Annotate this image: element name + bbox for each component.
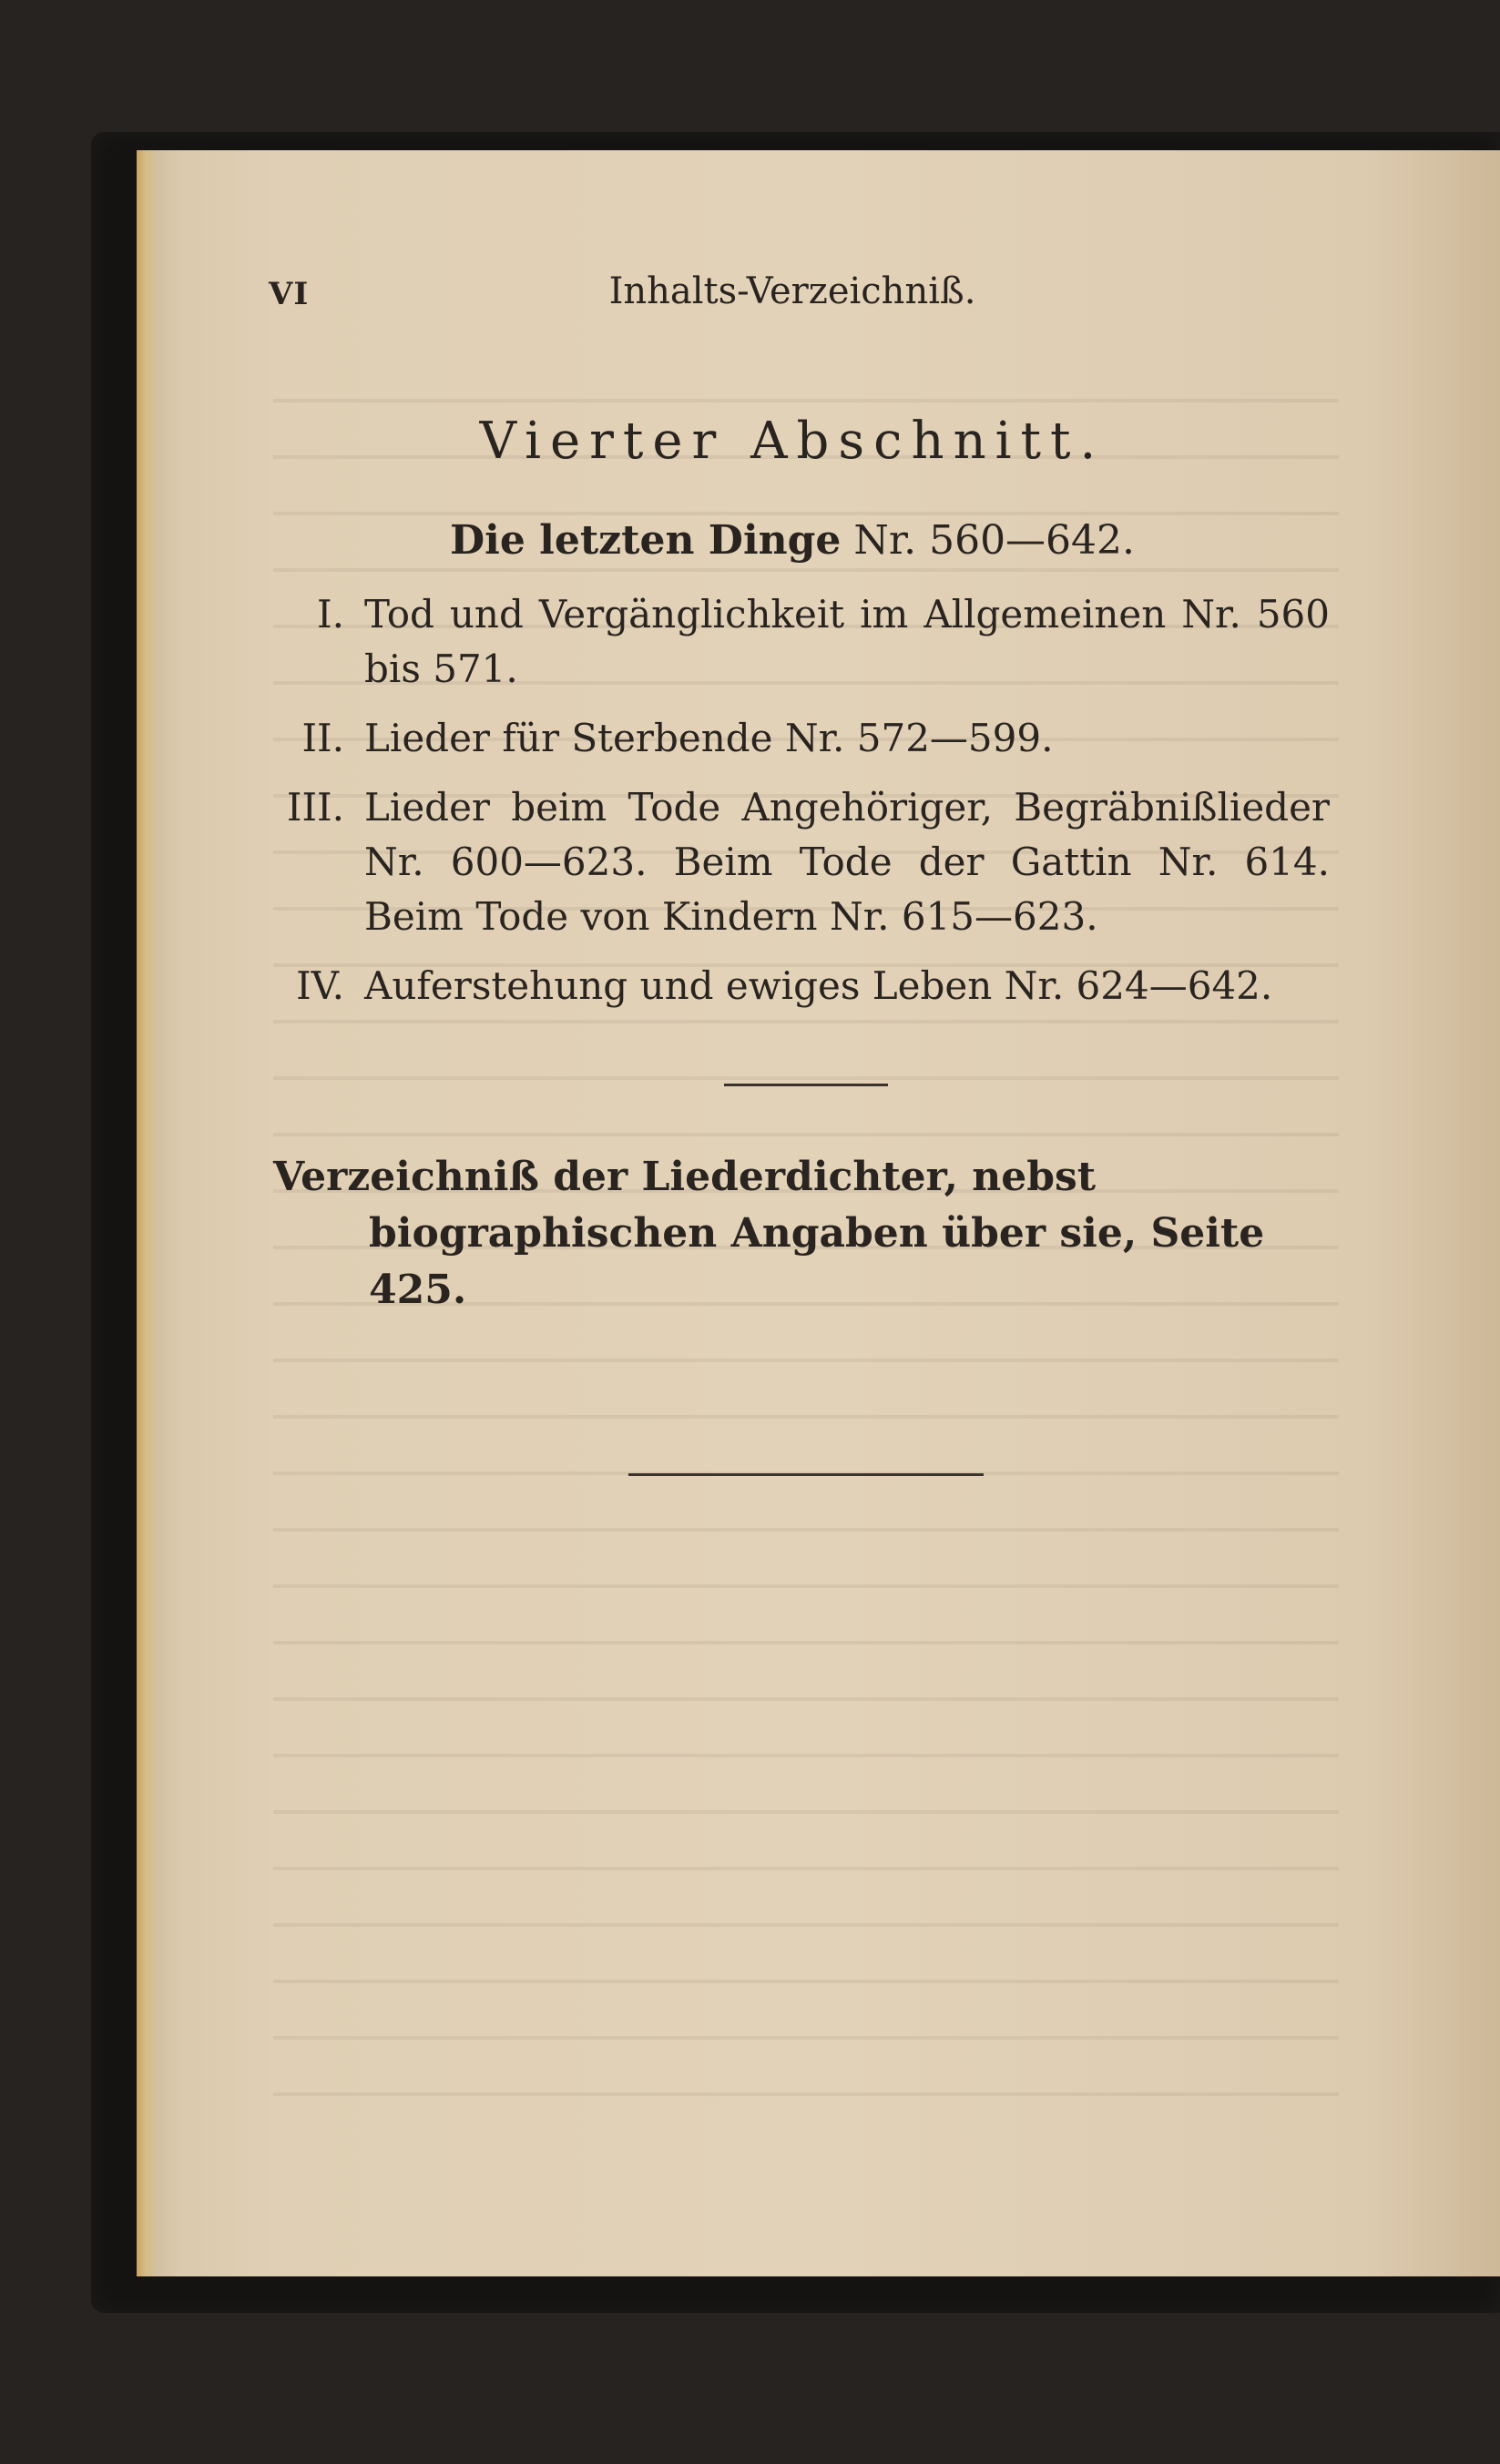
section-subtitle [137, 517, 1448, 564]
subtitle-topic: Die letzten Dinge [449, 517, 842, 564]
running-head-title: Inhalts-Verzeichniß. [608, 270, 976, 312]
running-head [137, 269, 1500, 323]
entry-text: Tod und Vergänglichkeit im Allgemeinen Nr. 560 bis 571. [364, 592, 1330, 691]
entry-text: Auferstehung und ewiges Leben Nr. 624—642. [364, 963, 1273, 1008]
toc-entry [269, 780, 1330, 944]
toc-entry [269, 587, 1330, 697]
poet-registry-entry: Verzeichniß der Liederdichter, nebst biographischen Angaben über sie, Seite 425. [273, 1154, 1265, 1313]
short-divider [724, 1084, 888, 1086]
section-title: Vierter Abschnitt. [479, 412, 1106, 471]
entry-text: Lieder beim Tode Angehöriger, Begräbnißlieder Nr. 600—623. Beim Tode der Gattin Nr. 614. Beim Tode von Kindern Nr. 615—623. [364, 785, 1330, 939]
toc-entry [269, 959, 1330, 1013]
toc-entry [269, 711, 1330, 766]
entry-number: III. [286, 785, 344, 830]
long-divider [628, 1473, 984, 1476]
entry-number: II. [301, 716, 344, 760]
page-number: VI [269, 276, 310, 312]
toc-entries [269, 587, 1330, 1028]
entry-number: I. [317, 592, 344, 636]
entry-number: IV. [296, 963, 344, 1008]
subtitle-range: Nr. 560—642. [853, 517, 1136, 564]
entry-text: Lieder für Sterbende Nr. 572—599. [364, 716, 1054, 760]
